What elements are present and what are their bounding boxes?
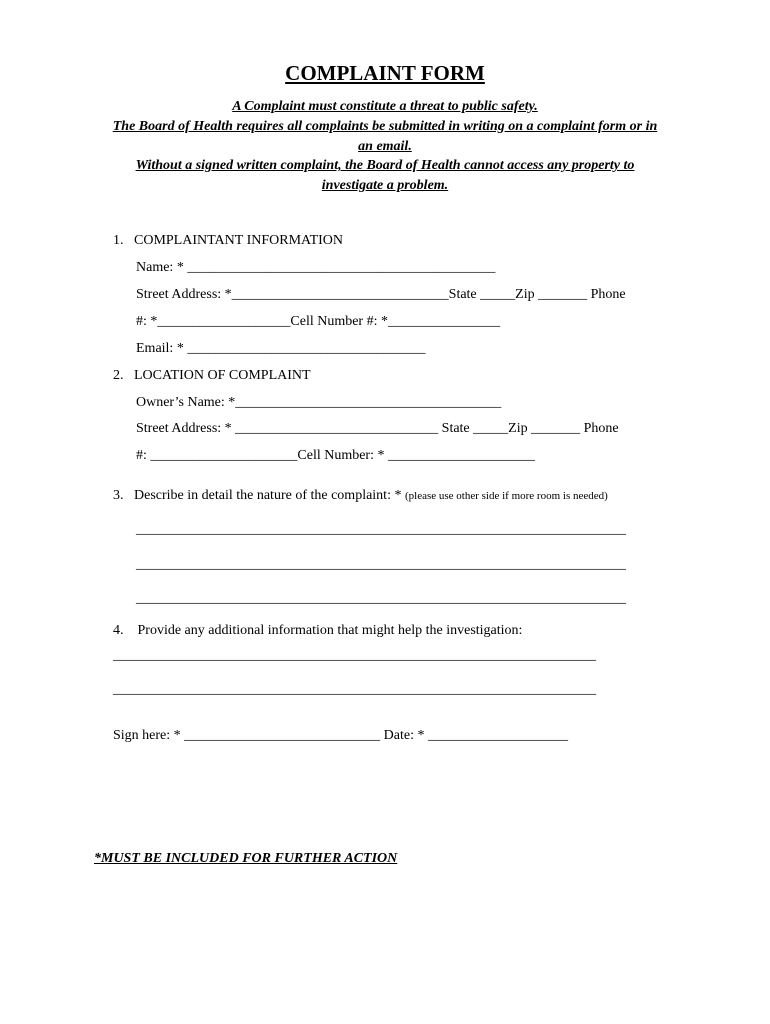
intro-line-2: The Board of Health requires all complaints be submitted in writing on a complaint form or in [112,119,658,134]
intro-line-5: investigate a problem. [321,178,449,193]
section-2-heading: 2. LOCATION OF COMPLAINT [113,368,311,383]
complainant-email-field[interactable]: Email: * __________________________________ [136,341,426,356]
additional-info-line-2[interactable]: _____________________________________________________________________ [113,682,596,697]
section-3-heading [113,488,608,504]
section-1-heading: 1. COMPLAINTANT INFORMATION [113,233,344,248]
description-line-2[interactable]: ______________________________________________________________________ [136,557,626,572]
additional-info-line-1[interactable]: _____________________________________________________________________ [113,648,596,663]
intro-line-4: Without a signed written complaint, the Board of Health cannot access any property to [135,158,635,173]
form-title: COMPLAINT FORM [285,61,485,85]
complainant-name-field[interactable]: Name: * ____________________________________________ [136,260,496,275]
description-line-3[interactable]: ______________________________________________________________________ [136,591,626,606]
intro-line-1: A Complaint must constitute a threat to public safety. [232,99,538,114]
complainant-phone-field[interactable]: #: *___________________Cell Number #: *________________ [136,314,500,329]
location-address-field[interactable]: Street Address: * _____________________________ State _____Zip _______ Phone [136,421,619,436]
description-line-1[interactable]: ______________________________________________________________________ [136,522,626,537]
section-3-note: (please use other side if more room is needed) [404,490,608,502]
owner-name-field[interactable]: Owner’s Name: *______________________________________ [136,395,502,410]
signature-date-field[interactable]: Sign here: * ____________________________ Date: * ____________________ [113,728,568,743]
complainant-address-field[interactable]: Street Address: *_______________________________State _____Zip _______ Phone [136,287,626,302]
section-4-heading: 4. Provide any additional information that might help the investigation: [113,623,523,638]
location-phone-field[interactable]: #: _____________________Cell Number: * _____________________ [136,448,535,463]
intro-line-3: an email. [358,139,412,154]
section-3-label: 3. Describe in detail the nature of the complaint: * [113,488,405,503]
footer-note: *MUST BE INCLUDED FOR FURTHER ACTION [94,851,398,866]
